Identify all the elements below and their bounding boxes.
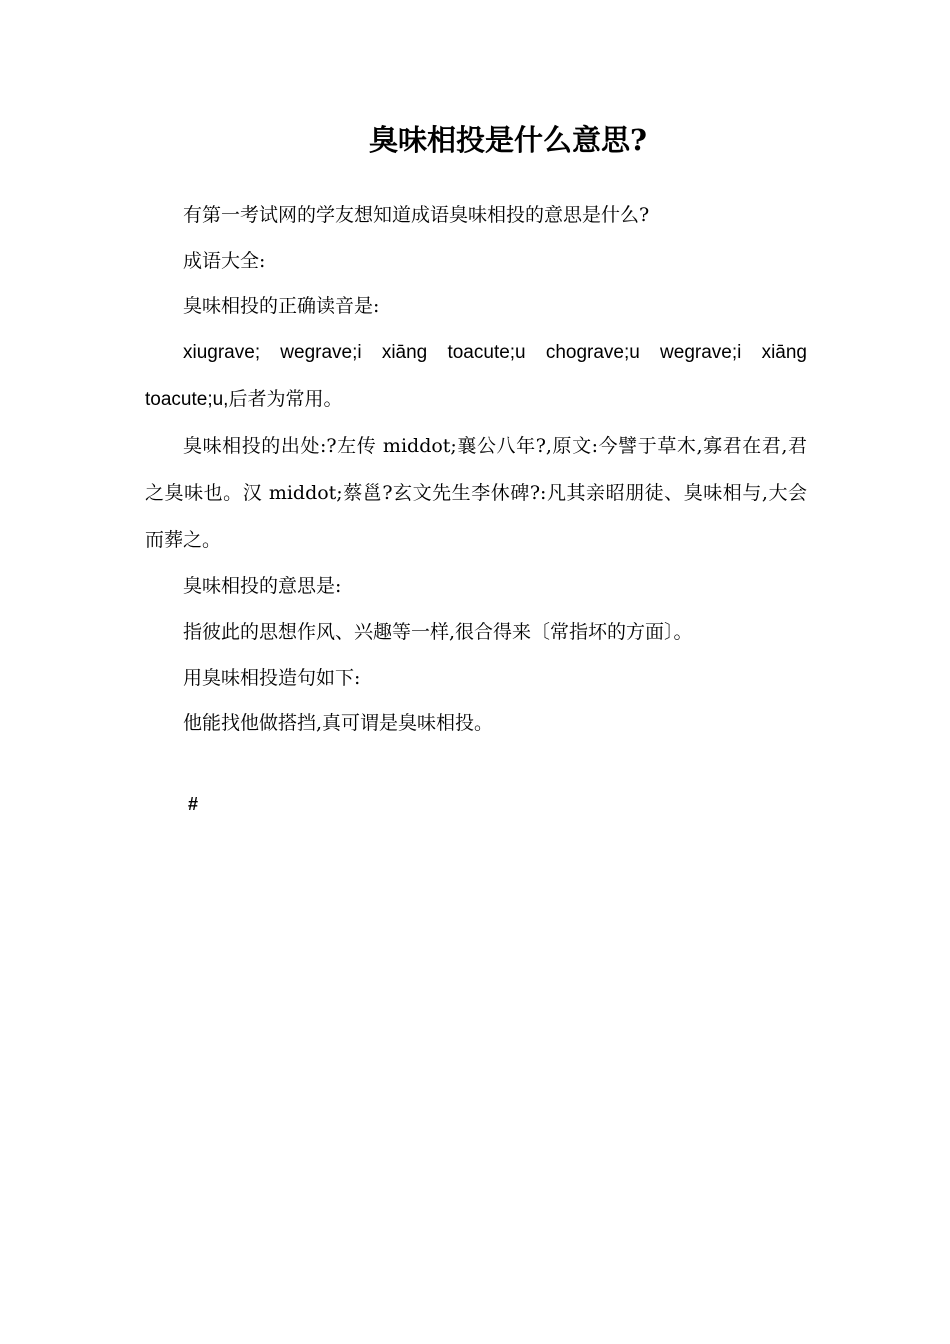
- paragraph-origin: 臭味相投的出处:?左传 middot;襄公八年?,原文:今譬于草木,寡君在君,君之臭味也。汉 middot;蔡邕?玄文先生李休碑?:凡其亲昭朋徒、臭味相与,大会而葬之。: [145, 435, 807, 551]
- paragraph-example: 他能找他做搭挡,真可谓是臭味相投。: [183, 712, 494, 734]
- end-mark: #: [188, 794, 199, 814]
- paragraph-meaning: 指彼此的思想作风、兴趣等一样,很合得来〔常指坏的方面〕。: [183, 621, 693, 643]
- paragraph-source-label: 成语大全:: [183, 250, 266, 272]
- paragraph-pronunciation: xiugrave; wegrave;i xiāng toacute;u chograve;u wegrave;i xiāng toacute;u,后者为常用。: [145, 342, 807, 410]
- document-body: [145, 192, 807, 746]
- document-title: 臭味相投是什么意思?: [369, 123, 647, 157]
- paragraph-intro: 有第一考试网的学友想知道成语臭味相投的意思是什么?: [183, 204, 650, 226]
- paragraph-example-label: 用臭味相投造句如下:: [183, 667, 361, 689]
- paragraph-pronunciation-label: 臭味相投的正确读音是:: [183, 295, 380, 317]
- paragraph-meaning-label: 臭味相投的意思是:: [183, 575, 342, 597]
